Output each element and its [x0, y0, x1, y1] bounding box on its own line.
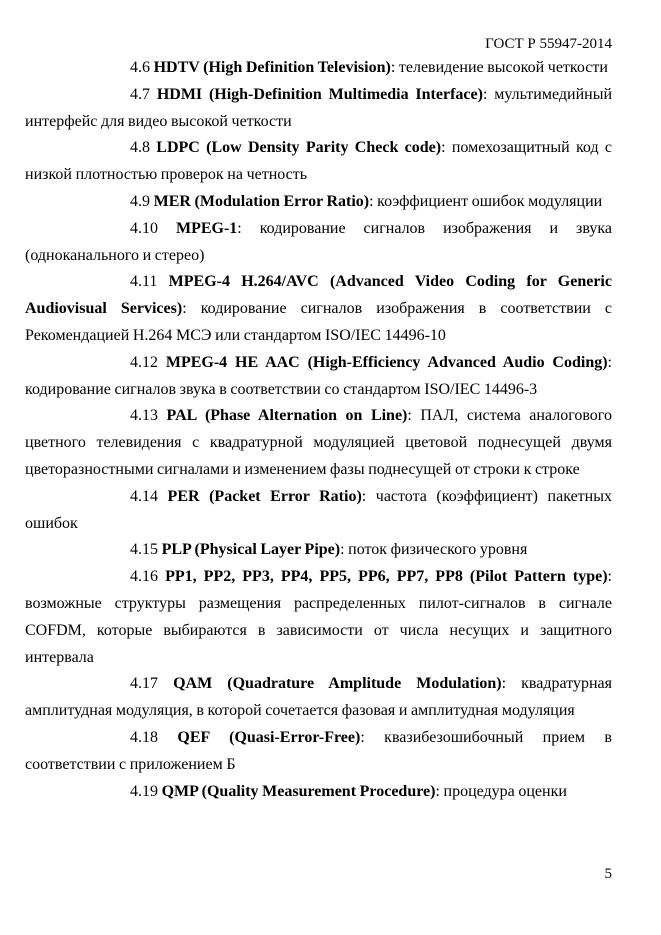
definition-entry — [25, 82, 612, 136]
entry-number: 4.8 — [130, 139, 150, 157]
definition-entry — [25, 725, 612, 779]
entry-number: 4.17 — [130, 675, 158, 693]
definition-entry — [25, 779, 612, 806]
definition-entry — [25, 55, 612, 82]
definition-entry — [25, 671, 612, 725]
definition-entry — [25, 403, 612, 483]
entry-term: HDTV (High Definition Television) — [153, 59, 391, 76]
entry-number: 4.7 — [130, 85, 150, 103]
entry-definition: : частота (коэффициент) пакетных ошибок — [25, 487, 612, 532]
entry-definition: : телевидение высокой четкости — [390, 59, 608, 76]
definition-entry — [25, 537, 612, 564]
entry-definition: : процедура оценки — [435, 782, 567, 800]
entry-number: 4.18 — [130, 728, 158, 746]
definition-entry — [25, 269, 612, 349]
entry-term: PLP (Physical Layer Pipe) — [161, 541, 341, 559]
entry-number: 4.14 — [130, 487, 158, 505]
entry-term: QAM (Quadrature Amplitude Modulation) — [173, 675, 502, 693]
entry-definition: : квадратурная амплитудная модуляция, в которой сочетается фазовая и амплитудная модуляция — [25, 675, 613, 720]
entry-term: MPEG-1 — [175, 219, 238, 237]
entry-term: PP1, PP2, PP3, PP4, PP5, PP6, PP7, PP8 (Pilot Pattern type) — [165, 568, 608, 586]
entry-definition: : возможные структуры размещения распределенных пилот-сигналов в сигнале COFDM, которые выбираются в зависимости от числа несущих и защитного интервала — [25, 568, 612, 666]
entry-definition: : квазибезошибочный прием в соответствии с приложением Б — [25, 728, 612, 773]
entry-definition: : ПАЛ, система аналогового цветного телевидения с квадратурной модуляцией цветовой поднесущей двумя цветоразностными сигналами и изменением фазы поднесущей от строки к строке — [25, 407, 612, 478]
entry-term: QEF (Quasi-Error-Free) — [177, 728, 361, 746]
entry-term: MER (Modulation Error Ratio) — [153, 192, 370, 210]
entry-term: MPEG-4 H.264/AVC (Advanced Video Coding for Generic Audiovisual Services) — [25, 273, 612, 318]
entry-definition: : кодирование сигналов изображения в соответствии с Рекомендацией H.264 МСЭ или стандартом ISO/IEC 14496-10 — [25, 300, 613, 344]
entry-definition: : кодирование сигналов изображения и звука (одноканального и стерео) — [25, 219, 612, 264]
definitions-section — [25, 55, 612, 805]
definition-entry — [25, 350, 612, 404]
entry-definition: : мультимедийный интерфейс для видео высокой четкости — [25, 85, 613, 130]
definition-entry — [25, 216, 612, 270]
entry-number: 4.11 — [130, 273, 158, 291]
definition-entry — [25, 135, 612, 189]
entry-number: 4.16 — [130, 568, 158, 586]
entry-term: LDPC (Low Density Parity Check code) — [156, 139, 442, 157]
entry-number: 4.12 — [130, 353, 158, 371]
entry-term: HDMI (High-Definition Multimedia Interface) — [156, 85, 483, 103]
entry-number: 4.10 — [130, 219, 158, 237]
entry-term: MPEG-4 HE AAC (High-Efficiency Advanced Audio Coding) — [165, 353, 608, 371]
running-header: ГОСТ Р 55947-2014 — [485, 36, 612, 52]
entry-definition: : коэффициент ошибок модуляции — [369, 192, 603, 210]
entry-term: PER (Packet Error Ratio) — [167, 487, 362, 505]
entry-definition: : кодирование сигналов звука в соответствии со стандартом ISO/IEC 14496-3 — [25, 353, 612, 398]
definition-entry — [25, 564, 612, 671]
entry-definition: : поток физического уровня — [340, 541, 528, 559]
definition-entry — [25, 189, 612, 216]
entry-term: QMP (Quality Measurement Procedure) — [161, 782, 436, 800]
entry-number: 4.19 — [130, 782, 158, 800]
entry-number: 4.9 — [130, 192, 150, 210]
entry-number: 4.6 — [130, 59, 150, 76]
entry-term: PAL (Phase Alternation on Line) — [166, 407, 408, 425]
entry-definition: : помехозащитный код с низкой плотностью проверок на четность — [25, 139, 612, 184]
page-number: 5 — [604, 866, 612, 882]
definition-entry — [25, 484, 612, 538]
entry-number: 4.13 — [130, 407, 158, 425]
entry-number: 4.15 — [130, 541, 158, 559]
